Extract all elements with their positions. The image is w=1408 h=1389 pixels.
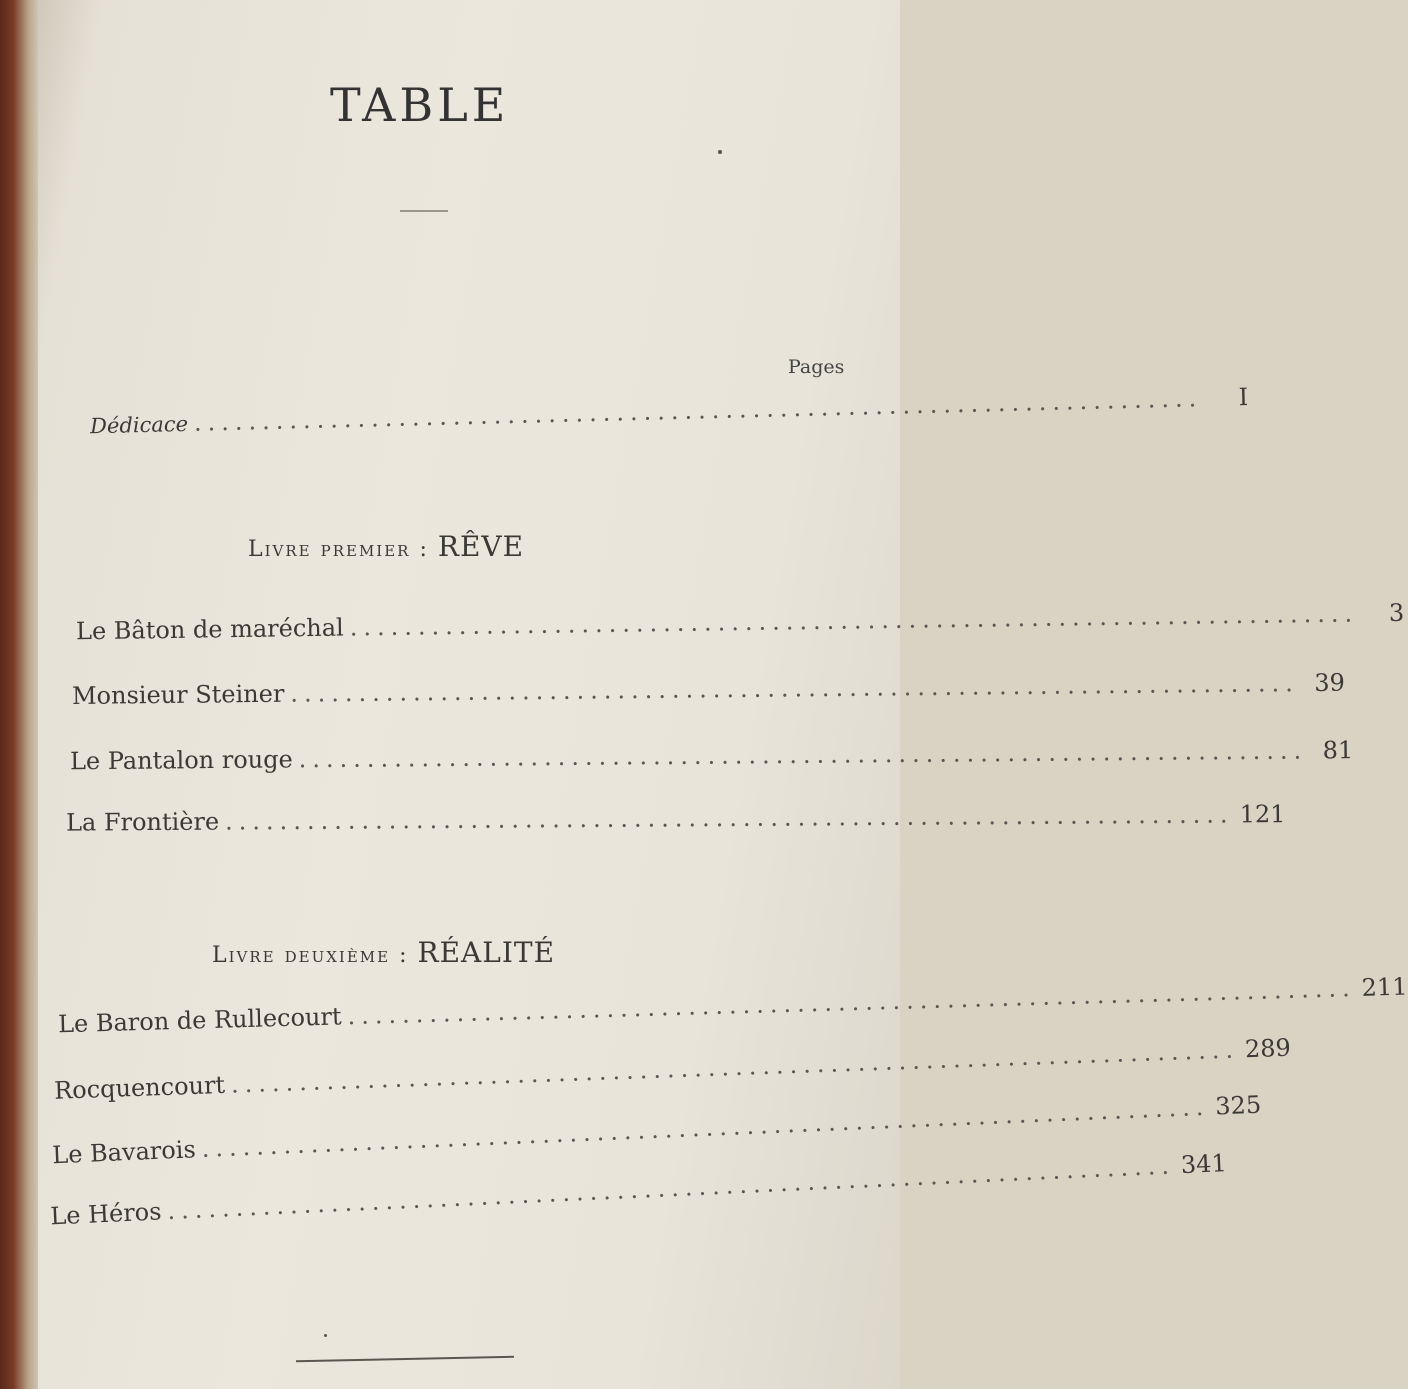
toc-entry-label: Rocquencourt (53, 1070, 226, 1105)
pages-column-label: Pages (788, 356, 845, 378)
toc-entry-label: La Frontière (65, 807, 220, 837)
toc-entry-page: 39 (1314, 668, 1345, 697)
toc-entry-label: Le Bavarois (51, 1135, 197, 1170)
toc-entry-page: 325 (1214, 1090, 1262, 1121)
leader-dots: .......................................................................... (349, 599, 1359, 642)
toc-entry-label: Le Pantalon rouge (69, 745, 293, 776)
toc-entry-label: Le Bâton de maréchal (75, 613, 344, 646)
leader-dots: .......................................................................... (298, 736, 1308, 774)
toc-entry-page: 121 (1239, 800, 1286, 829)
page-title: TABLE (330, 78, 510, 132)
leader-dots: .......................................................................... (193, 384, 1203, 437)
section-heading-label: Livre deuxième : (212, 943, 409, 968)
toc-entry-page: I (1238, 383, 1249, 412)
ink-speck (324, 1334, 327, 1337)
toc-entry-page: 211 (1361, 972, 1408, 1002)
section-heading-livre-premier (248, 530, 524, 563)
toc-entry (65, 800, 1286, 837)
book-spine (0, 0, 38, 1389)
leader-dots: .......................................................................... (230, 1035, 1240, 1099)
toc-entry-page: 81 (1322, 736, 1354, 765)
toc-entry-label: Le Baron de Rullecourt (57, 1002, 342, 1039)
toc-entry-page: 341 (1180, 1149, 1228, 1180)
leader-dots: .......................................................................... (201, 1092, 1210, 1163)
toc-entry-page: 289 (1244, 1033, 1292, 1064)
leader-dots: .......................................................................... (166, 1151, 1176, 1226)
section-heading-label: Livre premier : (248, 537, 429, 562)
section-heading-title: RÉALITÉ (417, 936, 556, 969)
toc-entry-label: Dédicace (89, 411, 189, 439)
toc-entry-label: Le Héros (49, 1197, 163, 1231)
leader-dots: .......................................................................... (225, 800, 1234, 836)
ink-speck (718, 150, 722, 154)
toc-entry-label: Monsieur Steiner (71, 679, 285, 710)
section-heading-title: RÊVE (437, 530, 525, 563)
leader-dots: .......................................................................... (347, 974, 1357, 1031)
leader-dots: .......................................................................... (290, 669, 1299, 708)
title-rule (400, 210, 448, 212)
section-heading-livre-deuxieme (212, 936, 555, 969)
toc-entry-page: 3 (1388, 598, 1405, 627)
